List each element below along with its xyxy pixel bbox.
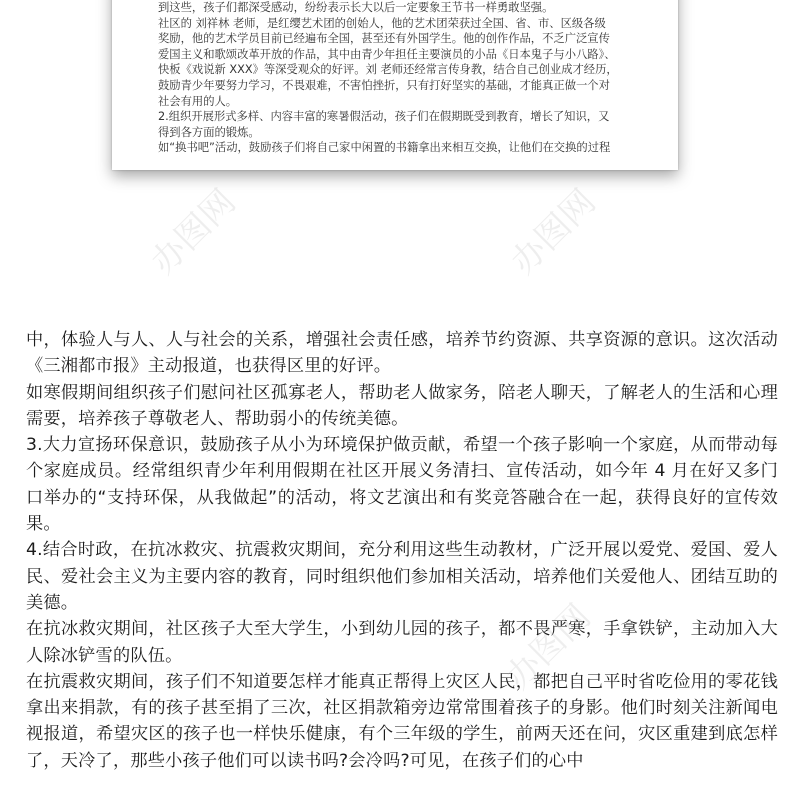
body-paragraph: 3.大力宣扬环保意识，鼓励孩子从小为环境保护做贡献，希望一个孩子影响一个家庭，从而带动每个家庭成员。经常组织青少年利用假期在社区开展义务清扫、宣传活动，如今年 4 月在好又多门口举办的“支持环保，从我做起”的活动，将文艺演出和有奖竞答融合在一起，获得良好的宣传效果。 [26, 435, 778, 535]
document-page-preview [112, 0, 678, 170]
body-paragraph: 中，体验人与人、人与社会的关系，增强社会责任感，培养节约资源、共享资源的意识。这次活动《三湘都市报》主动报道，也获得区里的好评。 [26, 330, 778, 377]
watermark: 办图网 [143, 181, 244, 283]
preview-line: 社会有用的人。 [158, 94, 238, 108]
preview-line: 2.组织开展形式多样、内容丰富的寒暑假活动，孩子们在假期既受到教育，增长了知识，又 [158, 110, 610, 124]
preview-text-block [158, 0, 638, 156]
preview-line: 社区的 刘祥林 老师，是红缨艺术团的创始人，他的艺术团荣获过全国、省、市、区级各级 [158, 16, 606, 30]
preview-line: 快板《戏说新 XXX》等深受观众的好评。刘 老师还经常言传身教，结合自己创业成才经历， [158, 63, 618, 77]
document-body [26, 327, 778, 774]
preview-line: 得到各方面的锻炼。 [158, 125, 260, 139]
preview-line: 到这些，孩子们都深受感动，纷纷表示长大以后一定要象王节书一样勇敢坚强。 [158, 1, 554, 14]
body-paragraph: 在抗冰救灾期间，社区孩子大至大学生，小到幼儿园的孩子，都不畏严寒，手拿铁铲，主动加入大人除冰铲雪的队伍。 [26, 619, 778, 666]
watermark: 办图网 [503, 181, 604, 283]
body-paragraph: 4.结合时政，在抗冰救灾、抗震救灾期间，充分利用这些生动教材，广泛开展以爱党、爱国、爱人民、爱社会主义为主要内容的教育，同时组织他们参加相关活动，培养他们关爱他人、团结互助的美德。 [26, 540, 778, 613]
preview-line: 奖励，他的艺术学员目前已经遍布全国，甚至还有外国学生。他的创作作品，不乏广泛宣传 [158, 32, 610, 46]
body-paragraph: 在抗震救灾期间，孩子们不知道要怎样才能真正帮得上灾区人民，都把自己平时省吃俭用的零花钱拿出来捐款，有的孩子甚至捐了三次，社区捐款箱旁边常常围着孩子的身影。他们时刻关注新闻电视报道，希望灾区的孩子也一样快乐健康，有个三年级的学生，前两天还在问，灾区重建到底怎样了，天冷了，那些小孩子他们可以读书吗?会冷吗?可见，在孩子们的心中 [26, 671, 778, 771]
preview-line: 鼓励青少年要努力学习，不畏艰难，不害怕挫折，只有打好坚实的基础，才能真正做一个对 [158, 78, 610, 92]
preview-line: 如“换书吧”活动，鼓励孩子们将自己家中闲置的书籍拿出来相互交换，让他们在交换的过程 [158, 141, 611, 155]
watermark: 办图网 [498, 596, 599, 698]
preview-line: 爱国主义和歌颂改革开放的作品，其中由青少年担任主要演员的小品《日本鬼子与小八路》、 [158, 47, 616, 61]
body-paragraph: 如寒假期间组织孩子们慰问社区孤寡老人，帮助老人做家务，陪老人聊天，了解老人的生活和心理需要，培养孩子尊敬老人、帮助弱小的传统美德。 [26, 382, 778, 429]
